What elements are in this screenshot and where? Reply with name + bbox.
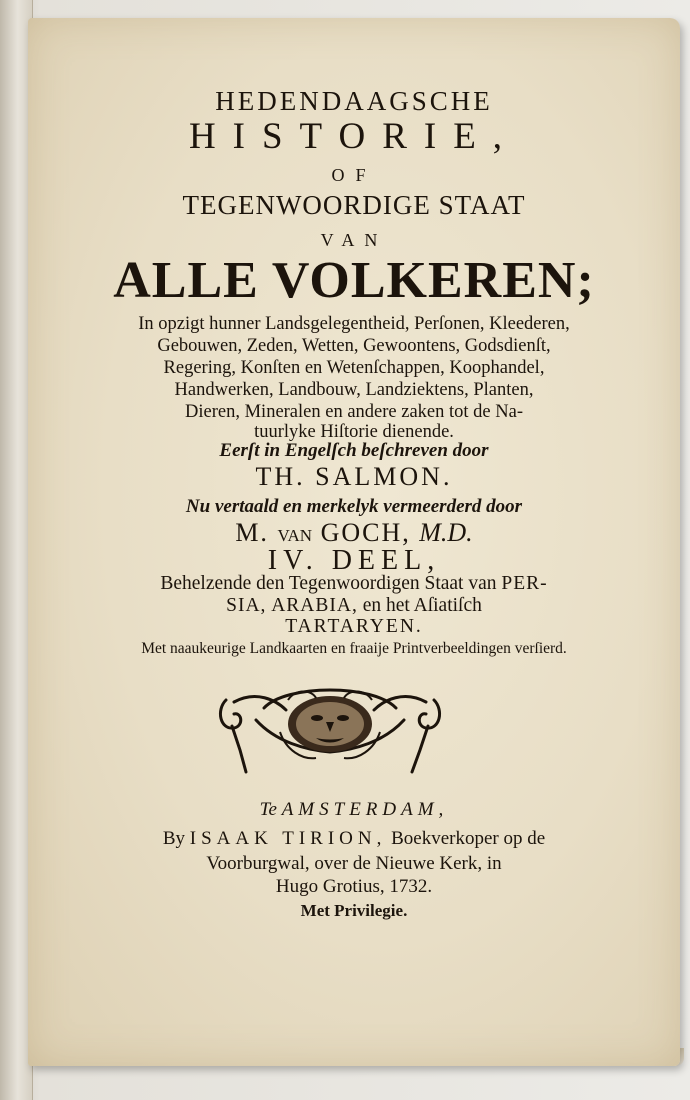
subject-line-2: Gebouwen, Zeden, Wetten, Gewoontens, Godsdienſt,: [157, 336, 551, 356]
subject-line-1: In opzigt hunner Landsgelegentheid, Perſonen, Kleederen,: [138, 314, 570, 334]
translator-name: [28, 520, 680, 546]
contents-line-1-text: Behelzende den Tegenwoordigen Staat van: [160, 573, 497, 594]
contents-line-2-text: en het Aſiatiſch: [362, 595, 482, 616]
author-name: TH. SALMON.: [255, 462, 453, 491]
title-line-of: OF: [331, 165, 377, 185]
translator-degree: M.D.: [419, 518, 473, 547]
subject-line-5: Dieren, Mineralen en andere zaken tot de Na-: [185, 402, 523, 422]
title-line-historie: HISTORIE,: [188, 116, 520, 157]
translator-van: VAN: [277, 526, 313, 545]
contents-line-2-caps: SIA, ARABIA,: [226, 595, 358, 616]
first-written-line: Eerſt in Engelſch beſchreven door: [219, 440, 489, 461]
translated-line: Nu vertaald en merkelyk vermeerderd door: [185, 496, 523, 517]
title-line-van: VAN: [320, 230, 388, 250]
imprint-privilege: Met Privilegie.: [300, 901, 408, 920]
imprint-publisher-rest: Boekverkoper op de: [391, 828, 546, 849]
volume-number: IV. DEEL,: [267, 545, 441, 576]
imprint-place: [28, 800, 680, 819]
imprint-city: AMSTERDAM,: [281, 799, 449, 820]
subject-line-3: Regering, Konſten en Wetenſchappen, Koophandel,: [163, 358, 545, 378]
contents-line-2: [28, 596, 680, 616]
imprint-by: By: [162, 828, 186, 849]
mask-ornament-icon: [216, 680, 444, 776]
imprint-sign-year: Hugo Grotius, 1732.: [275, 876, 433, 897]
maps-note: Met naaukeurige Landkaarten en fraaije Printverbeeldingen verſierd.: [141, 640, 567, 657]
imprint-publisher: ISAAK TIRION,: [189, 828, 387, 849]
imprint-place-prefix: Te: [259, 799, 277, 820]
contents-line-3: TARTARYEN.: [285, 616, 423, 637]
subject-line-4: Handwerken, Landbouw, Landziektens, Planten,: [174, 380, 534, 400]
title-line-hedendaagsche: HEDENDAAGSCHE: [215, 86, 493, 116]
subject-line-6: tuurlyke Hiſtorie dienende.: [254, 422, 454, 442]
imprint-publisher-line: [28, 829, 680, 848]
title-line-alle-volkeren: ALLE VOLKEREN;: [113, 252, 595, 309]
imprint-address: Voorburgwal, over de Nieuwe Kerk, in: [206, 853, 502, 874]
contents-line-1: [28, 574, 680, 594]
title-line-tegenwoordige-staat: TEGENWOORDIGE STAAT: [182, 190, 526, 220]
translator-surname: GOCH,: [320, 518, 411, 547]
translator-initial: M.: [235, 518, 269, 547]
contents-line-1-caps: PER-: [501, 573, 548, 594]
